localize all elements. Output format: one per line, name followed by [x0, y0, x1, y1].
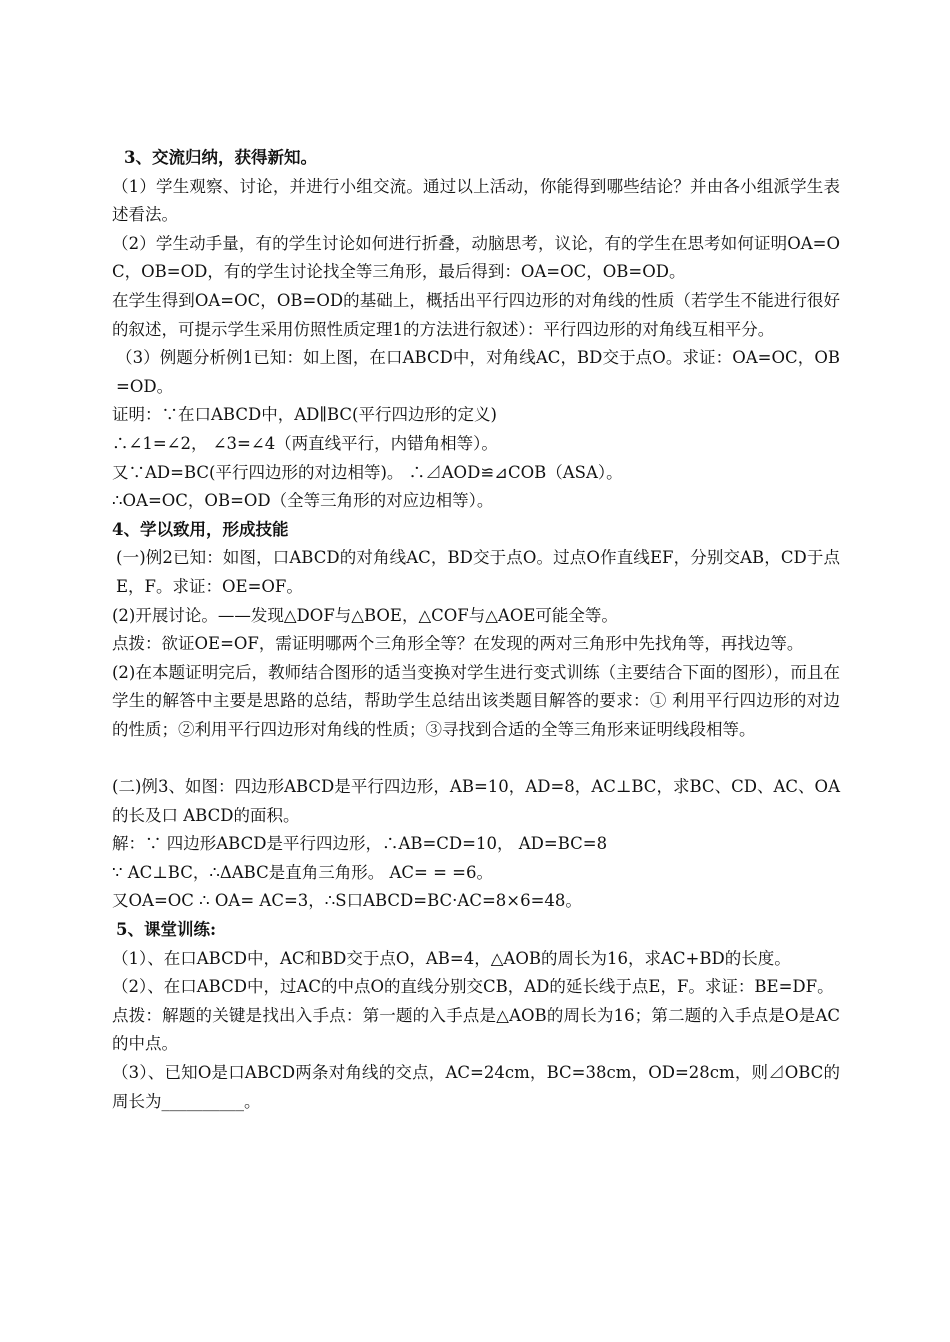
exercise-3-text: （3）、已知O是口ABCD两条对角线的交点，AC=24cm，BC=38cm，OD=28cm，则⊿OBC的周长为 [112, 1063, 840, 1111]
example-2-statement: (一)例2已知：如图，口ABCD的对角线AC，BD交于点O。过点O作直线EF，分别交AB，CD于点E，F。求证：OE=OF。 [116, 548, 840, 596]
proof-line-1: 证明：∵在口ABCD中，AD∥BC(平行四边形的定义) [112, 405, 497, 425]
exercise-1: （1）、在口ABCD中，AC和BD交于点O，AB=4，△AOB的周长为16，求AC+BD的长度。 [112, 948, 791, 968]
discussion-paragraph: (2)开展讨论。——发现△DOF与△BOE，△COF与△AOE可能全等。 [112, 605, 618, 625]
blank-line [112, 744, 840, 773]
section-5-heading: 5、课堂训练: [116, 920, 217, 940]
section-3-paragraph-2: （2）学生动手量，有的学生讨论如何进行折叠，动脑思考，议论，有的学生在思考如何证明OA=OC，OB=OD，有的学生讨论找全等三角形，最后得到：OA=OC，OB=OD。 [112, 233, 840, 282]
proof-line-4: ∴OA=OC，OB=OD（全等三角形的对应边相等）。 [112, 491, 494, 511]
answer-blank: __________ [161, 1091, 244, 1111]
section-3-heading: 3、交流归纳，获得新知。 [124, 148, 317, 167]
example-1-statement: （3）例题分析例1已知：如上图，在口ABCD中，对角线AC，BD交于点O。求证：OA=OC，OB=OD。 [116, 348, 840, 396]
example-3-statement: (二)例3、如图：四边形ABCD是平行四边形，AB=10，AD=8，AC⊥BC，求BC、CD、AC、OA的长及口 ABCD的面积。 [112, 777, 840, 825]
variation-training-paragraph: (2)在本题证明完后，教师结合图形的适当变换对学生进行变式训练（主要结合下面的图形），而且在学生的解答中主要是思路的总结，帮助学生总结出该类题目解答的要求：① 利用平行四边形的对边的性质；②利用平行四边形对角线的性质；③寻找到合适的全等三角形来证明线段相等。 [112, 662, 840, 739]
exercise-3-end: 。 [244, 1091, 261, 1111]
proof-line-3: 又∵AD=BC(平行四边形的对边相等)。 ∴⊿AOD≌⊿COB（ASA）。 [112, 462, 623, 482]
proof-line-2: ∴∠1=∠2， ∠3=∠4（两直线平行，内错角相等）。 [112, 433, 498, 453]
exercise-3 [112, 1059, 840, 1116]
section-3-paragraph-3: 在学生得到OA=OC，OB=OD的基础上，概括出平行四边形的对角线的性质（若学生不能进行很好的叙述，可提示学生采用仿照性质定理1的方法进行叙述）：平行四边形的对角线互相平分。 [112, 290, 840, 339]
exercise-2: （2）、在口ABCD中，过AC的中点O的直线分别交CB，AD的延长线于点E，F。求证：BE=DF。 [112, 977, 834, 997]
section-3-paragraph-1: （1）学生观察、讨论，并进行小组交流。通过以上活动，你能得到哪些结论？并由各小组派学生表述看法。 [112, 176, 840, 225]
document-page [112, 144, 840, 1116]
section-4-heading: 4、学以致用，形成技能 [112, 519, 289, 539]
hint-paragraph: 点拨：欲证OE=OF，需证明哪两个三角形全等？在发现的两对三角形中先找角等，再找边等。 [112, 634, 804, 654]
solution-line-1: 解：∵ 四边形ABCD是平行四边形，∴AB=CD=10， AD=BC=8 [112, 834, 608, 854]
solution-line-2: ∵ AC⊥BC，∴ΔABC是直角三角形。 AC= = =6。 [112, 862, 493, 882]
solution-line-3: 又OA=OC ∴ OA= AC=3，∴S口ABCD=BC·AC=8×6=48。 [112, 891, 582, 911]
exercise-hint: 点拨：解题的关键是找出入手点：第一题的入手点是△AOB的周长为16；第二题的入手点是O是AC的中点。 [112, 1005, 840, 1054]
